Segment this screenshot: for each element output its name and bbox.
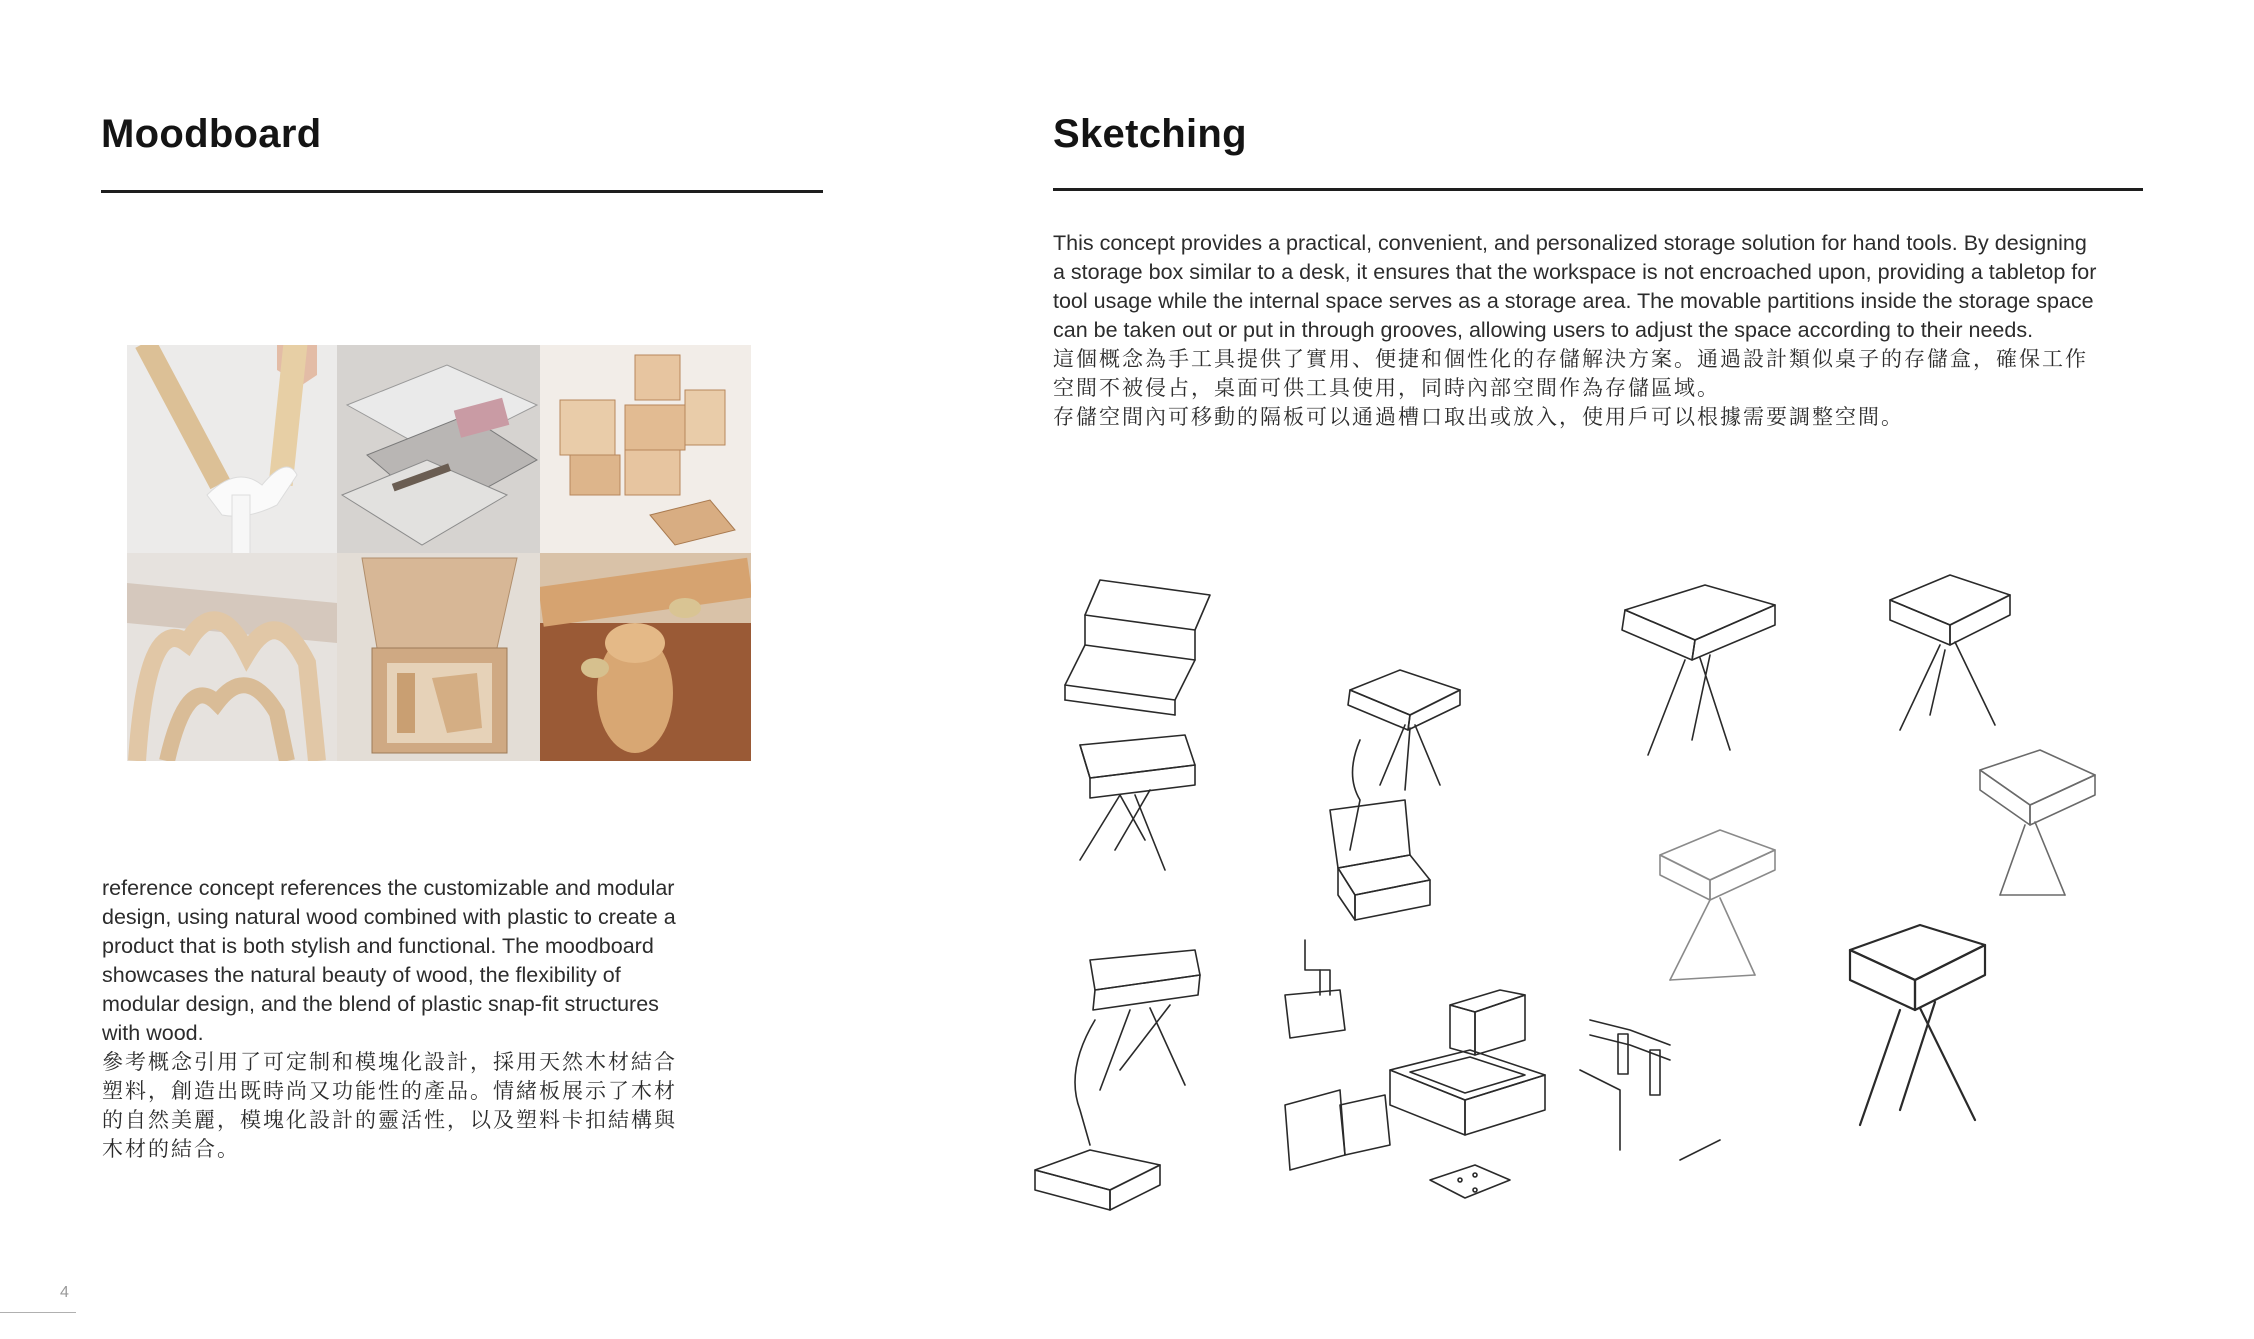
moodboard-description-en: reference concept references the customizable and modular design, using natural wood combined with plastic to create a product that is both stylish and functional. The moodboard showcases the natural beauty of wood, the flexibility of modular design, and the blend of plastic snap-fit structures with wood. bbox=[102, 876, 676, 1045]
page-number-rule bbox=[0, 1312, 76, 1313]
sketch-stool-3 bbox=[1890, 575, 2010, 730]
page-number: 4 bbox=[60, 1284, 69, 1301]
sketch-joint-detail bbox=[1580, 1020, 1720, 1160]
sketch-small-tray bbox=[1035, 1150, 1160, 1210]
moodboard-image-wooden-boxes bbox=[540, 345, 751, 553]
sketch-drawings bbox=[1020, 550, 2110, 1230]
moodboard-description bbox=[102, 874, 692, 1164]
moodboard-title-rule bbox=[101, 190, 823, 193]
sketch-open-lid-box bbox=[1330, 800, 1430, 920]
sketching-description-zh-2: 存儲空間內可移動的隔板可以通過槽口取出或放入，使用戶可以根據需要調整空間。 bbox=[1053, 405, 1904, 429]
sketch-table-box-1 bbox=[1080, 735, 1195, 870]
sketch-stool-4 bbox=[1980, 750, 2095, 895]
sketching-title: Sketching bbox=[1053, 112, 1247, 156]
sketch-table-box-2 bbox=[1075, 950, 1200, 1145]
moodboard-image-flatpack-box bbox=[337, 553, 540, 761]
sketch-partition-detail bbox=[1285, 940, 1545, 1198]
moodboard-image-arch-table bbox=[127, 553, 337, 761]
sketch-open-box-top bbox=[1065, 580, 1210, 715]
moodboard-image-tool-trays bbox=[337, 345, 540, 553]
sketch-box-stand bbox=[1348, 670, 1460, 850]
moodboard-description-zh: 參考概念引用了可定制和模塊化設計，採用天然木材結合塑料，創造出既時尚又功能性的產品。情緒板展示了木材的自然美麗，模塊化設計的靈活性，以及塑料卡扣結構與木材的結合。 bbox=[102, 1050, 677, 1161]
sketching-description bbox=[1053, 229, 2098, 432]
sketching-description-en: This concept provides a practical, convenient, and personalized storage solution for hand tools. By designing a storage box similar to a desk, it ensures that the workspace is not encroached upon, providing a tabletop for tool usage while the internal space serves as a storage area. The movable partitions inside the storage space can be taken out or put in through grooves, allowing users to adjust the space according to their needs. bbox=[1053, 231, 2097, 342]
sketch-stool-2 bbox=[1660, 830, 1775, 980]
sketching-description-zh-1: 這個概念為手工具提供了實用、便捷和個性化的存儲解決方案。通過設計類似桌子的存儲盒，確保工作空間不被侵占，桌面可供工具使用，同時內部空間作為存儲區域。 bbox=[1053, 347, 2088, 400]
sketch-stool-5 bbox=[1850, 925, 1985, 1125]
moodboard-image-wood-connector bbox=[127, 345, 337, 553]
moodboard-title: Moodboard bbox=[101, 112, 322, 156]
sketching-title-rule bbox=[1053, 188, 2143, 191]
moodboard-image-wood-knob bbox=[540, 553, 751, 761]
moodboard-collage bbox=[127, 345, 751, 761]
sketch-stool-1 bbox=[1622, 585, 1775, 755]
